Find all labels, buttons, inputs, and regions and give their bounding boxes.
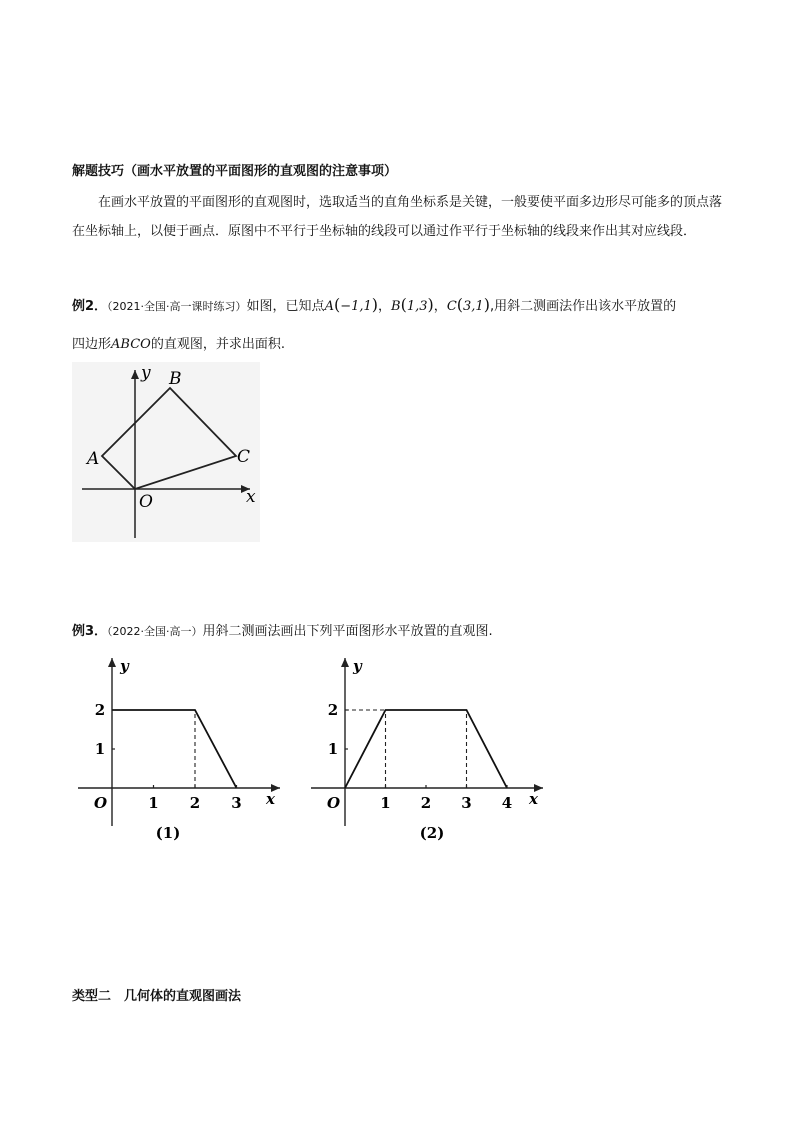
- y-tick-label: 1: [327, 740, 339, 758]
- x-tick-label: 2: [189, 794, 201, 812]
- quadrilateral-figure: [72, 362, 260, 542]
- tip-paragraph: 在画水平放置的平面图形的直观图时，选取适当的直角坐标系是关键，一般要使平面多边形尽可能多的顶点落在坐标轴上，以便于画点．原图中不平行于坐标轴的线段可以通过作平行于坐标轴的线段来作出其对应线段．: [72, 195, 723, 239]
- example3-text: 用斜二测画法画出下列平面图形水平放置的直观图.: [202, 624, 493, 639]
- x-tick-label: 4: [501, 794, 513, 812]
- separator-1: ，: [378, 299, 392, 314]
- point-b-name: B: [391, 299, 401, 314]
- x-axis-label: x: [529, 790, 538, 808]
- example3-source: （2022·全国·高一）: [107, 625, 203, 638]
- separator-2: ，: [433, 299, 447, 314]
- example2-text4: 的直观图，并求出面积.: [150, 337, 285, 352]
- example3-label: 例3．: [72, 624, 108, 639]
- example2-text1: 如图，已知点: [246, 299, 325, 314]
- point-b-coord: 1,3: [406, 299, 428, 314]
- label-b: B: [169, 369, 182, 389]
- label-c: C: [237, 447, 251, 467]
- example2-text2: ,用斜二测画法作出该水平放置的: [489, 299, 677, 314]
- origin-label: O: [94, 794, 108, 812]
- y-tick-label: 2: [94, 701, 106, 719]
- quad-name: ABCO: [111, 337, 151, 352]
- y-axis-label: y: [120, 657, 129, 675]
- chart-caption: (2): [419, 824, 445, 842]
- label-x-axis: x: [246, 487, 256, 507]
- example3-line: [72, 620, 493, 639]
- x-tick-label: 2: [420, 794, 432, 812]
- point-a-coord: −1,1: [340, 299, 372, 314]
- example2-line1: 例2．（2021·全国·高一课时练习）如图，已知点A(−1,1)，B(1,3)，C(3,1),用斜二测画法作出该水平放置的: [72, 295, 677, 314]
- point-a-name: A: [324, 299, 334, 314]
- chart-1: [72, 650, 292, 850]
- y-tick-label: 2: [327, 701, 339, 719]
- x-tick-label: 1: [148, 794, 159, 812]
- tip-heading: 解题技巧（画水平放置的平面图形的直观图的注意事项）: [72, 164, 398, 179]
- chart-2: [305, 650, 555, 850]
- x-tick-label: 3: [461, 794, 472, 812]
- y-axis-label: y: [353, 657, 362, 675]
- example2-label: 例2．: [72, 299, 108, 314]
- point-c-coord: 3,1: [463, 299, 484, 314]
- shape-outline: [112, 710, 237, 788]
- x-tick-label: 1: [380, 794, 391, 812]
- origin-label: O: [327, 794, 341, 812]
- label-a: A: [87, 449, 100, 469]
- example2-text3: 四边形: [72, 337, 112, 352]
- y-tick-label: 1: [94, 740, 106, 758]
- y-axis-arrow-icon: [341, 658, 349, 667]
- x-tick-label: 3: [231, 794, 242, 812]
- y-axis-arrow-icon: [108, 658, 116, 667]
- point-c-name: C: [446, 299, 457, 314]
- shape-outline: [345, 710, 507, 788]
- label-y-axis: y: [141, 363, 151, 383]
- example2-line2: [72, 333, 285, 352]
- chart-caption: (1): [155, 824, 181, 842]
- example2-source: （2021·全国·高一课时练习）: [107, 300, 247, 313]
- x-axis-label: x: [266, 790, 275, 808]
- label-origin: O: [139, 492, 153, 512]
- section-heading: 类型二 几何体的直观图画法: [72, 989, 242, 1004]
